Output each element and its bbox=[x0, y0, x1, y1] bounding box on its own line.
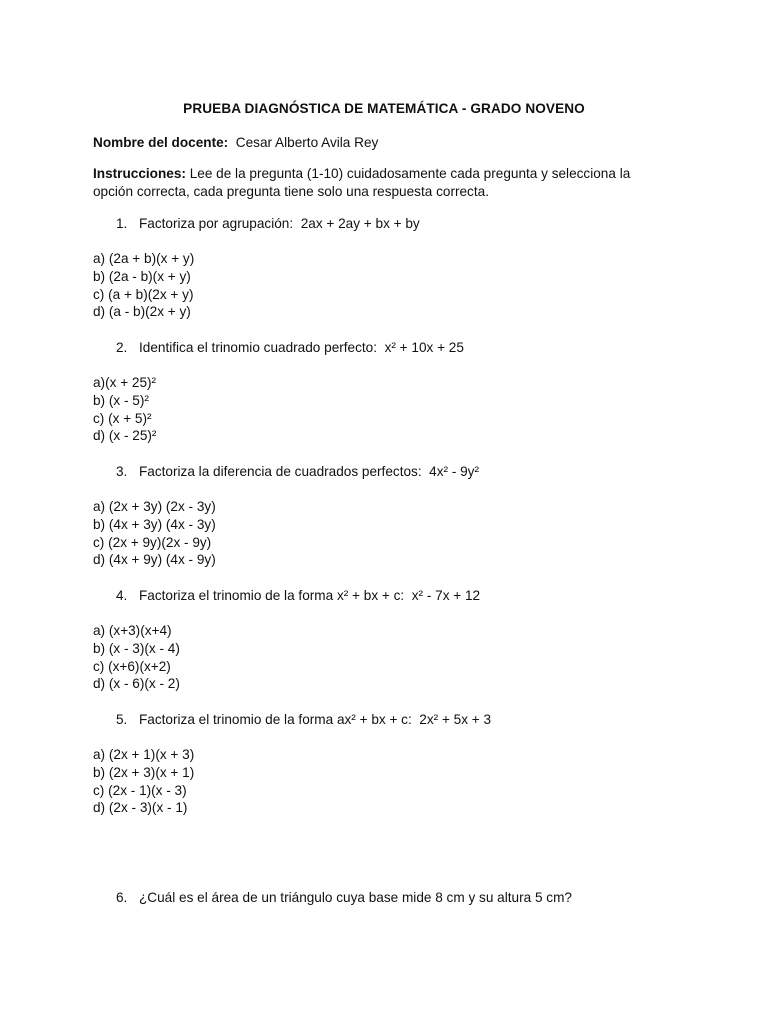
question-text: Identifica el trinomio cuadrado perfecto: x² + 10x + 25 bbox=[139, 340, 464, 355]
options-question-3 bbox=[93, 498, 216, 569]
question-number: 2. bbox=[116, 340, 128, 355]
question-text: Factoriza por agrupación: 2ax + 2ay + bx + by bbox=[139, 216, 420, 231]
option-b: b) (2x + 3)(x + 1) bbox=[93, 764, 195, 780]
options-question-5 bbox=[93, 746, 194, 817]
question-text: Factoriza el trinomio de la forma x² + bx + c: x² - 7x + 12 bbox=[139, 588, 481, 603]
teacher-name: Cesar Alberto Avila Rey bbox=[235, 135, 379, 150]
question-number: 5. bbox=[116, 712, 128, 727]
option-a: a) (2x + 3y) (2x - 3y) bbox=[93, 499, 216, 514]
options-question-2 bbox=[93, 374, 156, 445]
option-c: c) (x + 5)² bbox=[93, 410, 152, 426]
question-text: ¿Cuál es el área de un triángulo cuya base mide 8 cm y su altura 5 cm? bbox=[139, 890, 572, 905]
option-b: b) (4x + 3y) (4x - 3y) bbox=[93, 516, 216, 532]
question-6 bbox=[116, 889, 572, 907]
options-question-4 bbox=[93, 622, 180, 693]
question-3 bbox=[116, 463, 479, 481]
question-5 bbox=[116, 711, 491, 729]
options-question-1 bbox=[93, 250, 194, 321]
option-b: b) (x - 5)² bbox=[93, 392, 149, 408]
option-a: a) (x+3)(x+4) bbox=[93, 623, 172, 638]
question-number: 1. bbox=[116, 216, 128, 231]
document-title: PRUEBA DIAGNÓSTICA DE MATEMÁTICA - GRADO NOVENO bbox=[183, 101, 585, 116]
option-b: b) (2a - b)(x + y) bbox=[93, 268, 191, 284]
option-d: d) (a - b)(2x + y) bbox=[93, 304, 191, 320]
option-d: d) (4x + 9y) (4x - 9y) bbox=[93, 552, 216, 568]
option-d: d) (2x - 3)(x - 1) bbox=[93, 800, 188, 816]
option-a: a)(x + 25)² bbox=[93, 375, 157, 390]
question-number: 6. bbox=[116, 890, 128, 905]
option-d: d) (x - 6)(x - 2) bbox=[93, 676, 180, 692]
teacher-line bbox=[93, 134, 378, 152]
question-number: 3. bbox=[116, 464, 128, 479]
option-a: a) (2a + b)(x + y) bbox=[93, 251, 195, 266]
question-2 bbox=[116, 339, 464, 357]
option-c: c) (2x - 1)(x - 3) bbox=[93, 782, 187, 798]
instructions-label: Instrucciones: bbox=[93, 166, 186, 181]
option-c: c) (2x + 9y)(2x - 9y) bbox=[93, 534, 212, 550]
teacher-label: Nombre del docente: bbox=[93, 135, 229, 150]
question-1 bbox=[116, 215, 420, 233]
instructions-paragraph bbox=[93, 165, 673, 201]
question-number: 4. bbox=[116, 588, 128, 603]
option-c: c) (x+6)(x+2) bbox=[93, 658, 171, 674]
question-text: Factoriza el trinomio de la forma ax² + bx + c: 2x² + 5x + 3 bbox=[139, 712, 492, 727]
question-text: Factoriza la diferencia de cuadrados perfectos: 4x² - 9y² bbox=[139, 464, 480, 479]
instructions-text: Lee de la pregunta (1-10) cuidadosamente cada pregunta y selecciona la opción correcta, cada pregunta tiene solo una respuesta correcta. bbox=[93, 166, 631, 199]
option-a: a) (2x + 1)(x + 3) bbox=[93, 747, 195, 762]
option-b: b) (x - 3)(x - 4) bbox=[93, 640, 180, 656]
option-d: d) (x - 25)² bbox=[93, 428, 157, 444]
option-c: c) (a + b)(2x + y) bbox=[93, 286, 194, 302]
question-4 bbox=[116, 587, 480, 605]
